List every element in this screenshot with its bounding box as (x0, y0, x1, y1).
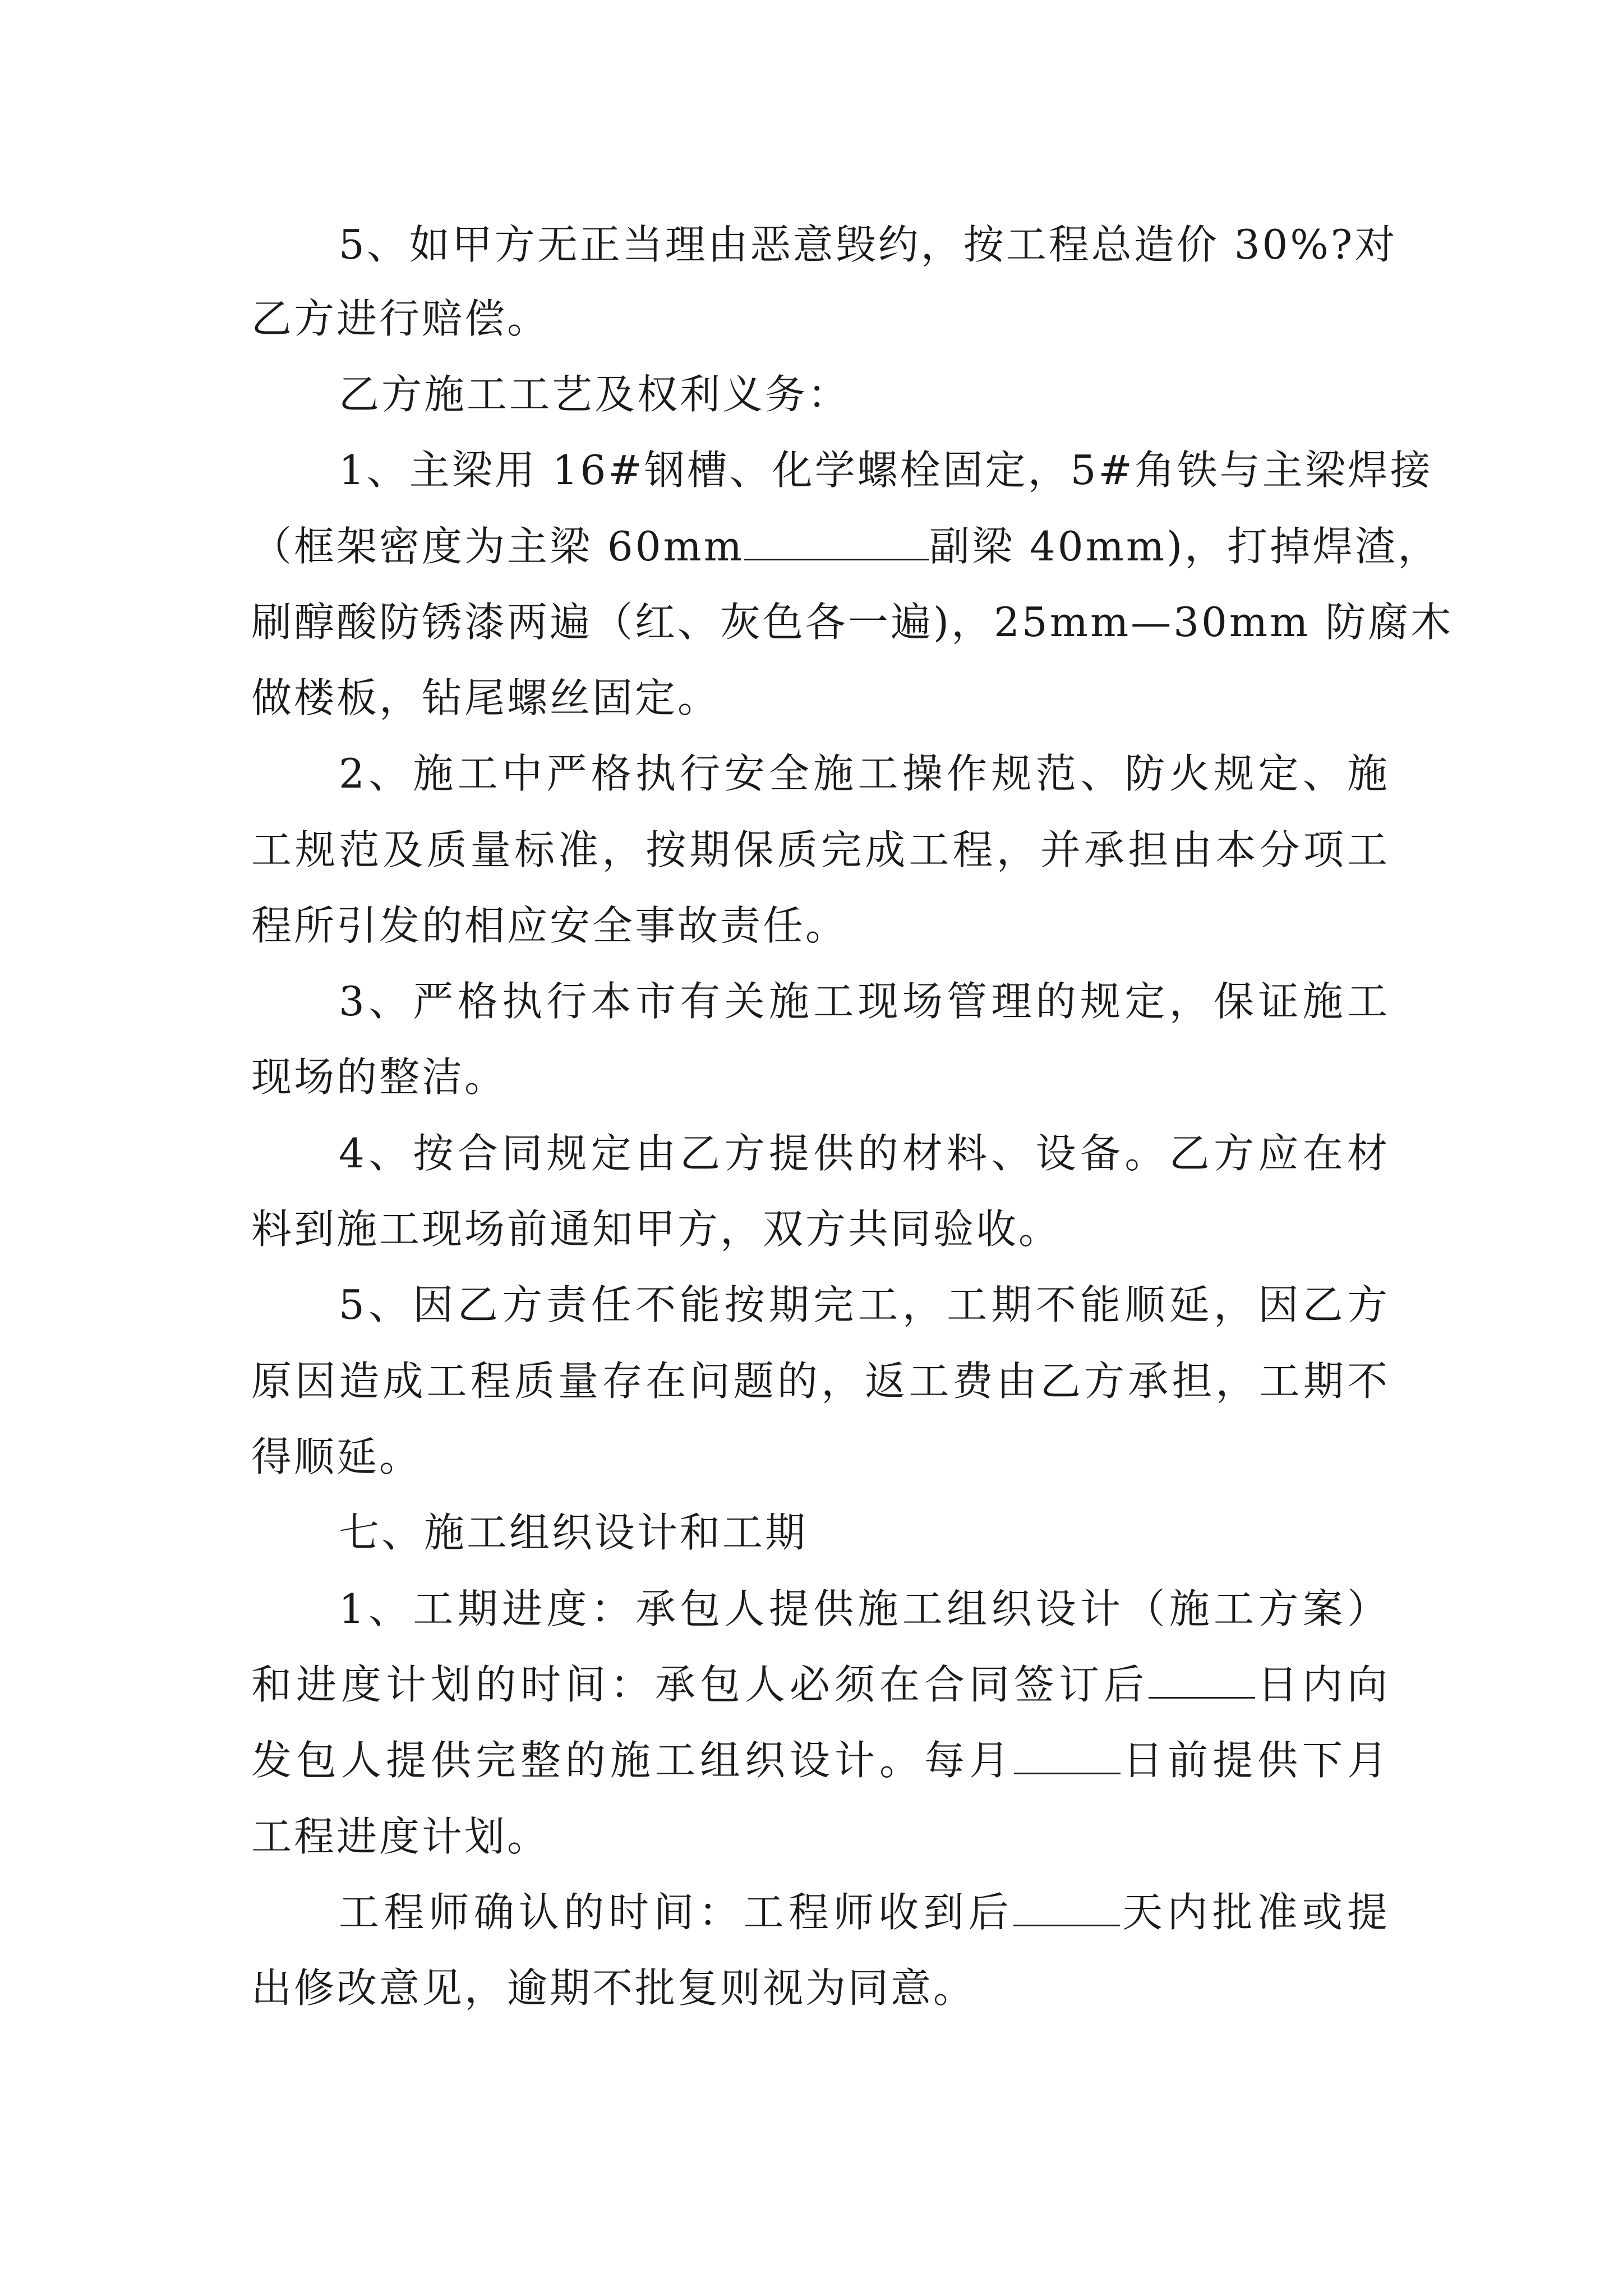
paragraph-line: 2、施工中严格执行安全施工操作规范、防火规定、施 (339, 750, 1390, 797)
paragraph-line: 程所引发的相应安全事故责任。 (251, 902, 849, 949)
section-heading: 乙方施工工艺及权利义务： (339, 371, 851, 418)
paragraph-line: 刷醇酸防锈漆两遍（红、灰色各一遍)，25mm—30mm 防腐木 (251, 599, 1454, 646)
line-text: 发包人提供完整的施工组织设计。每月 (251, 1737, 1014, 1784)
line-text: 天内批准或提 (1119, 1889, 1390, 1936)
line-text: 副梁 40mm)，打掉焊渣， (929, 523, 1441, 570)
blank-field (1013, 1885, 1120, 1926)
blank-field (1014, 1733, 1121, 1774)
paragraph-line: 乙方进行赔偿。 (251, 295, 550, 342)
paragraph-line: 1、工期进度：承包人提供施工组织设计（施工方案） (339, 1585, 1390, 1632)
line-text: 工程师确认的时间：工程师收到后 (339, 1889, 1013, 1936)
paragraph-line: 料到施工现场前通知甲方，双方共同验收。 (251, 1205, 1062, 1253)
paragraph-line: 5、如甲方无正当理由恶意毁约，按工程总造价 30%?对 (339, 221, 1398, 268)
paragraph-line: 4、按合同规定由乙方提供的材料、设备。乙方应在材 (339, 1130, 1390, 1177)
paragraph-line (251, 1733, 1390, 1787)
paragraph-line: 现场的整洁。 (251, 1053, 508, 1101)
paragraph-line: 得顺延。 (251, 1433, 422, 1480)
blank-field (1149, 1658, 1255, 1699)
paragraph-line (251, 1658, 1390, 1711)
paragraph-line (251, 519, 1441, 573)
section-heading: 七、施工组织设计和工期 (339, 1509, 808, 1556)
blank-field (744, 519, 929, 560)
paragraph-line: 出修改意见，逾期不批复则视为同意。 (251, 1964, 976, 2012)
paragraph-line (339, 1885, 1390, 1939)
line-text: 日前提供下月 (1120, 1737, 1390, 1784)
paragraph-line: 工规范及质量标准，按期保质完成工程，并承担由本分项工 (251, 826, 1390, 873)
line-text: 和进度计划的时间：承包人必须在合同签订后 (251, 1661, 1149, 1708)
line-text: （框架密度为主梁 60mm (251, 523, 745, 570)
paragraph-line: 3、严格执行本市有关施工现场管理的规定，保证施工 (339, 978, 1390, 1025)
paragraph-line: 5、因乙方责任不能按期完工，工期不能顺延，因乙方 (339, 1281, 1390, 1328)
paragraph-line: 工程进度计划。 (251, 1813, 550, 1860)
line-text: 日内向 (1255, 1661, 1390, 1708)
paragraph-line: 原因造成工程质量存在问题的，返工费由乙方承担，工期不 (251, 1358, 1390, 1405)
paragraph-line: 做楼板，钻尾螺丝固定。 (251, 674, 721, 721)
paragraph-line: 1、主梁用 16#钢槽、化学螺栓固定，5#角铁与主梁焊接 (339, 447, 1433, 494)
